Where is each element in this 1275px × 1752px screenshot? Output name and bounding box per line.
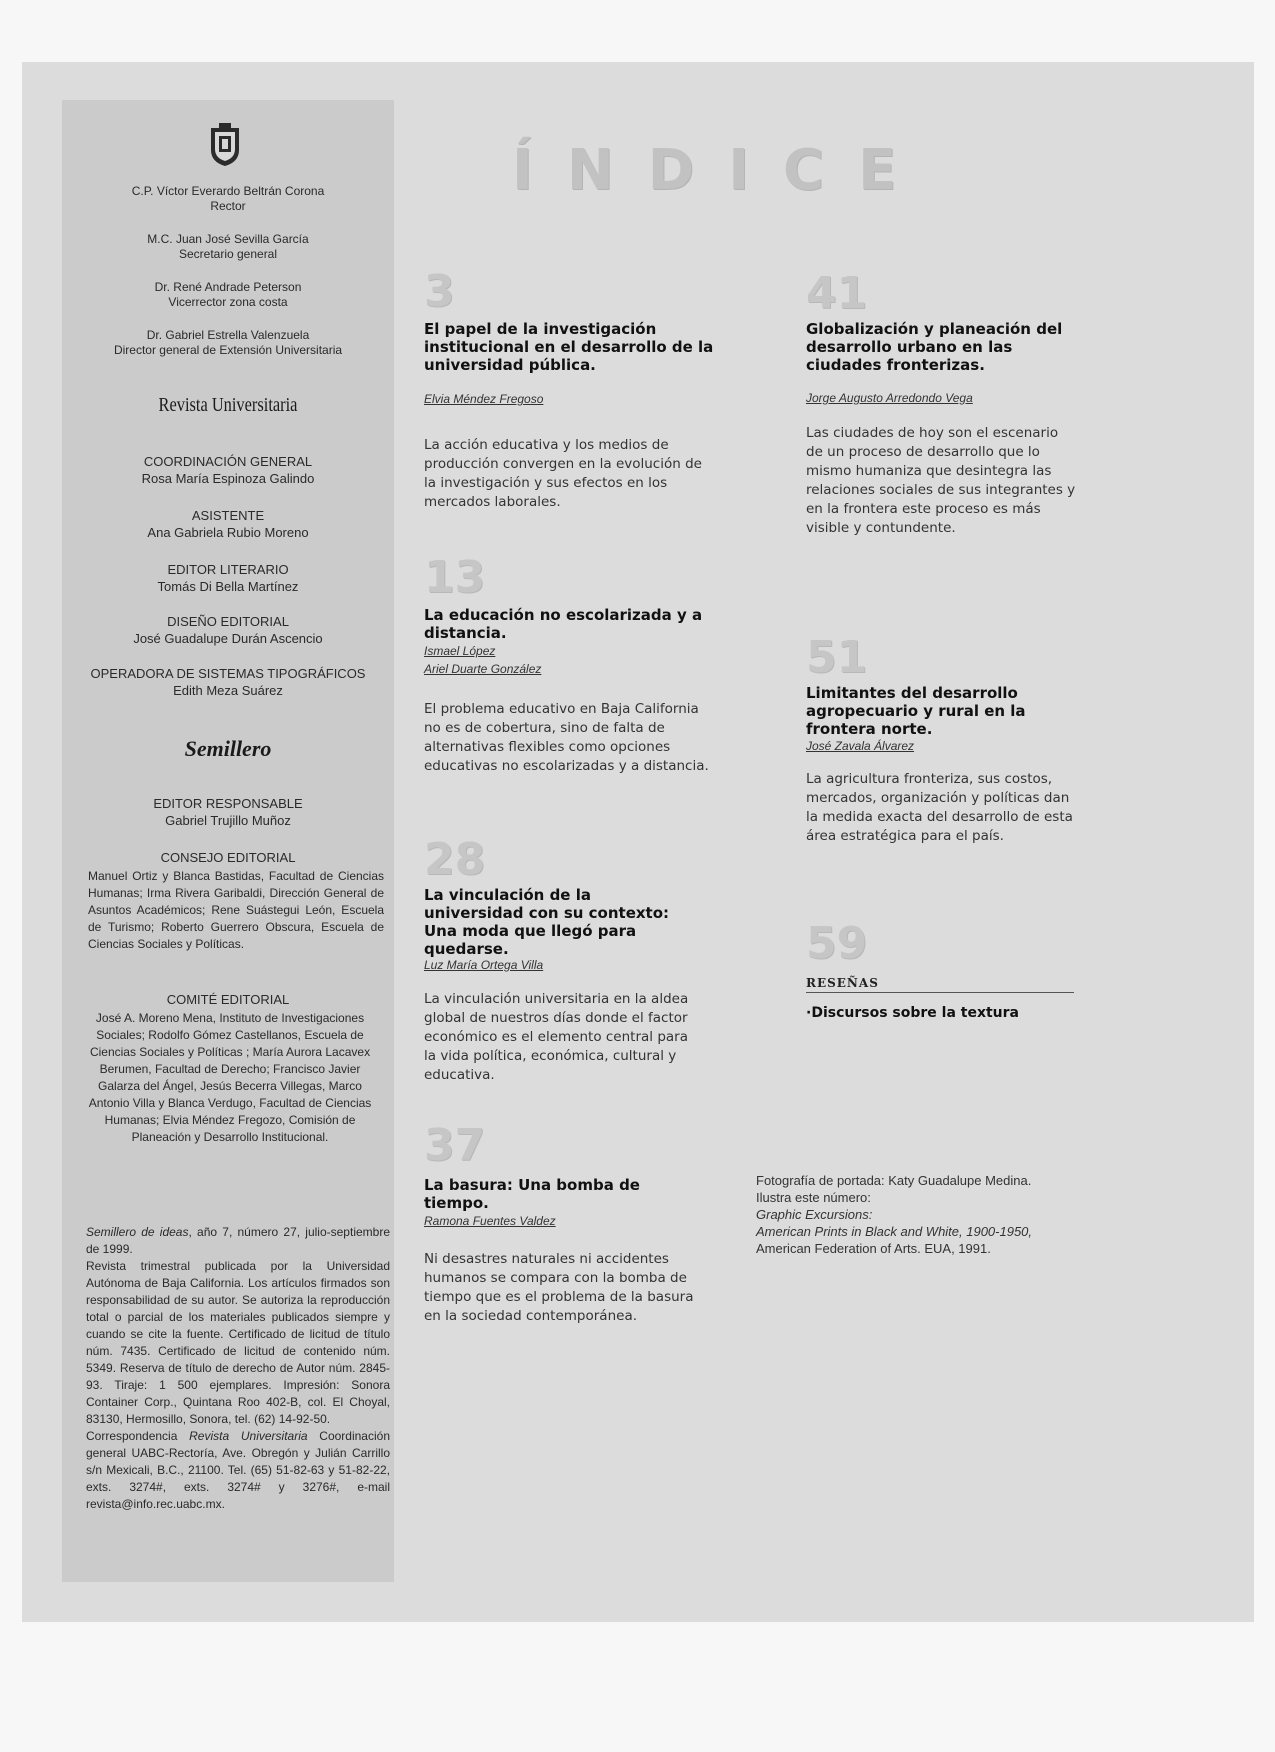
editor-responsable bbox=[62, 796, 394, 829]
credits-line: American Prints in Black and White, 1900-1950, bbox=[756, 1224, 1033, 1239]
page-number: 28 bbox=[424, 834, 486, 885]
official-name: M.C. Juan José Sevilla García bbox=[147, 232, 309, 246]
article-title[interactable]: Globalización y planeación del desarrollo urbano en las ciudades fronterizas. bbox=[806, 320, 1063, 374]
official-vicerrector bbox=[62, 280, 394, 310]
article-title[interactable]: El papel de la investigación institucional en el desarrollo de la universidad pública. bbox=[424, 320, 714, 374]
staff-role: DISEÑO EDITORIAL bbox=[167, 614, 289, 629]
article-author[interactable]: Luz María Ortega Villa bbox=[424, 958, 544, 972]
university-crest-icon bbox=[207, 122, 243, 168]
staff-role: OPERADORA DE SISTEMAS TIPOGRÁFICOS bbox=[90, 666, 366, 681]
comite-text: José A. Moreno Mena, Instituto de Investigaciones Sociales; Rodolfo Gómez Castellanos, Escuela de Ciencias Sociales y Políticas ; María Aurora Lacavex Berumen, Facultad de Derecho; Francisco Javier Galarza del Ángel, Jesús Becerra Villegas, Marco Antonio Villa y Blanca Verdugo, Facultad de Ciencias Humanas; Elvia Méndez Fregozo, Comisión de Planeación y Desarrollo Institucional. bbox=[88, 1011, 372, 1144]
staff-name: José Guadalupe Durán Ascencio bbox=[133, 631, 323, 646]
article-title[interactable]: Limitantes del desarrollo agropecuario y rural en la frontera norte. bbox=[806, 684, 1026, 738]
pub-issue bbox=[86, 1224, 390, 1258]
page-number: 13 bbox=[424, 552, 486, 603]
page-number: 51 bbox=[806, 632, 868, 683]
staff-asistente bbox=[62, 508, 394, 541]
pub-body: Revista trimestral publicada por la Universidad Autónoma de Baja California. Los artículos firmados son responsabilidad de su autor. Se autoriza la reproducción total o parcial de los materiales publicados siempre y cuando se cite la fuente. Certificado de licitud de título núm. 7435. Certificado de licitud de contenido núm. 5349. Reserva de título de derecho de Autor núm. 2845-93. Tiraje: 1 500 ejemplares. Impresión: Sonora Container Corp., Quintana Roo 402-B, col. El Choyal, 83130, Hermosillo, Sonora, tel. (62) 14-92-50. bbox=[86, 1259, 390, 1426]
article-author[interactable]: Ismael López bbox=[424, 644, 496, 658]
official-role: Rector bbox=[210, 199, 246, 213]
official-director bbox=[62, 328, 394, 358]
resenas-divider bbox=[806, 992, 1074, 993]
article-summary: Las ciudades de hoy son el escenario de un proceso de desarrollo que lo mismo humaniza que desintegra las relaciones sociales de sus integrantes y en la frontera este proceso es más visible y contundente. bbox=[806, 425, 1076, 536]
staff-operadora bbox=[62, 666, 394, 699]
cover-credits bbox=[756, 1172, 1086, 1257]
comite-role: COMITÉ EDITORIAL bbox=[166, 992, 290, 1007]
official-secretario bbox=[62, 232, 394, 262]
page-number: 3 bbox=[424, 266, 455, 317]
official-name: C.P. Víctor Everardo Beltrán Corona bbox=[131, 184, 325, 198]
pub-corr-name: Revista Universitaria bbox=[189, 1429, 308, 1443]
publication-info bbox=[86, 1224, 390, 1513]
page-number: 37 bbox=[424, 1120, 486, 1171]
article-summary: Ni desastres naturales ni accidentes humanos se compara con la bomba de tiempo que es el problema de la basura en la sociedad contemporánea. bbox=[424, 1251, 694, 1324]
article-summary: La agricultura fronteriza, sus costos, mercados, organización y políticas dan la medida exacta del desarrollo de esta área estratégica para el país. bbox=[806, 771, 1073, 844]
credits-line: Ilustra este número: bbox=[756, 1190, 871, 1205]
staff-role: COORDINACIÓN GENERAL bbox=[143, 454, 313, 469]
comite-heading bbox=[62, 992, 394, 1008]
page-number: 41 bbox=[806, 268, 868, 319]
staff-diseno bbox=[62, 614, 394, 647]
staff-name: Rosa María Espinoza Galindo bbox=[141, 471, 315, 486]
official-role: Vicerrector zona costa bbox=[168, 295, 288, 309]
semillero-title: Semillero bbox=[184, 736, 272, 761]
page-number: 59 bbox=[806, 918, 868, 969]
staff-name: Edith Meza Suárez bbox=[173, 683, 283, 698]
pub-corr-prefix: Correspondencia bbox=[86, 1429, 190, 1443]
pub-correspondence bbox=[86, 1428, 390, 1513]
article-author[interactable]: Elvia Méndez Fregoso bbox=[424, 392, 544, 406]
official-rector bbox=[62, 184, 394, 214]
staff-coordinacion bbox=[62, 454, 394, 487]
pub-corr-body: Coordinación general UABC-Rectoría, Ave. Obregón y Julián Carrillo s/n Mexicali, B.C., 21100. Tel. (65) 51-82-63 y 51-82-22, exts. 3274#, exts. 3274# y 3276#, e-mail revista@info.rec.uabc.mx. bbox=[86, 1429, 390, 1511]
credits-line: Graphic Excursions: bbox=[756, 1207, 873, 1222]
article-author[interactable]: Ariel Duarte González bbox=[424, 662, 542, 676]
staff-name: Tomás Di Bella Martínez bbox=[157, 579, 299, 594]
article-title[interactable]: La vinculación de la universidad con su contexto: Una moda que llegó para quedarse. bbox=[424, 886, 670, 958]
article-summary: El problema educativo en Baja California no es de cobertura, sino de falta de alternativas flexibles como opciones educativas no escolarizadas y a distancia. bbox=[424, 701, 709, 774]
index-title: ÍNDICE bbox=[512, 138, 931, 203]
pub-issue-rest: , año 7, número 27, julio-septiembre de 1999. bbox=[86, 1225, 390, 1256]
article-summary: La acción educativa y los medios de producción convergen en la evolución de la investigación y sus efectos en los mercados laborales. bbox=[424, 437, 702, 510]
official-name: Dr. Gabriel Estrella Valenzuela bbox=[146, 328, 310, 342]
consejo-role: CONSEJO EDITORIAL bbox=[160, 850, 296, 865]
staff-role: EDITOR LITERARIO bbox=[167, 562, 289, 577]
official-name: Dr. René Andrade Peterson bbox=[154, 280, 302, 294]
article-author[interactable]: Ramona Fuentes Valdez bbox=[424, 1214, 556, 1228]
revista-title: Revista Universitaria bbox=[158, 394, 298, 416]
article-title[interactable]: La educación no escolarizada y a distancia. bbox=[424, 606, 703, 642]
credits-line: Fotografía de portada: Katy Guadalupe Medina. bbox=[756, 1173, 1032, 1188]
official-role: Secretario general bbox=[178, 247, 278, 261]
resenas-item[interactable]: ·Discursos sobre la textura bbox=[806, 1005, 1019, 1021]
consejo-text: Manuel Ortiz y Blanca Bastidas, Facultad de Ciencias Humanas; Irma Rivera Garibaldi, Dirección General de Asuntos Académicos; Rene Suástegui León, Escuela de Turismo; Roberto Guerrero Obscura, Escuela de Ciencias Sociales y Políticas. bbox=[88, 869, 384, 951]
staff-editor-literario bbox=[62, 562, 394, 595]
editor-role: EDITOR RESPONSABLE bbox=[153, 796, 303, 811]
consejo-heading bbox=[62, 850, 394, 866]
article-summary: La vinculación universitaria en la aldea global de nuestros días donde el factor económico es el elemento central para la vida política, económica, cultural y educativa. bbox=[424, 991, 689, 1083]
article-author[interactable]: José Zavala Álvarez bbox=[806, 739, 915, 753]
staff-name: Ana Gabriela Rubio Moreno bbox=[147, 525, 309, 540]
editor-name: Gabriel Trujillo Muñoz bbox=[165, 813, 291, 828]
resenas-label: RESEÑAS bbox=[806, 976, 879, 990]
article-title[interactable]: La basura: Una bomba de tiempo. bbox=[424, 1176, 640, 1212]
staff-role: ASISTENTE bbox=[191, 508, 265, 523]
article-author[interactable]: Jorge Augusto Arredondo Vega bbox=[806, 391, 973, 405]
pub-issue-name: Semillero de ideas bbox=[86, 1225, 189, 1239]
official-role: Director general de Extensión Universitaria bbox=[113, 343, 343, 357]
credits-line: American Federation of Arts. EUA, 1991. bbox=[756, 1241, 991, 1256]
